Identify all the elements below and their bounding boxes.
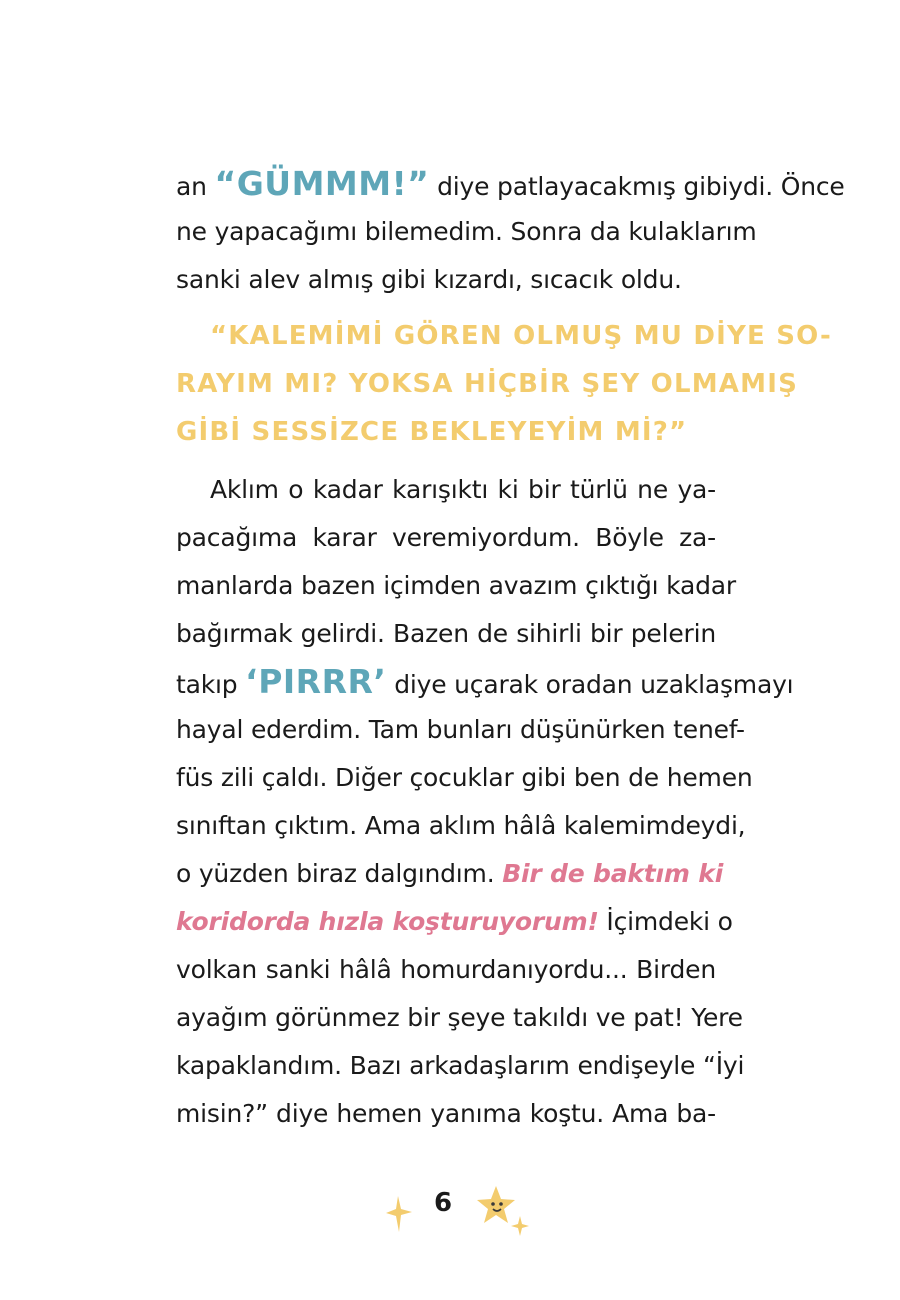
text-line: manlarda bazen içimden avazım çıktığı kadar — [176, 571, 736, 600]
sound-effect-gummm: “GÜMMM!” — [214, 164, 430, 203]
quote-line: “KALEMİMİ GÖREN OLMUŞ MU DİYE SO- — [210, 321, 832, 351]
text-line: füs zili çaldı. Diğer çocuklar gibi ben de hemen — [176, 763, 753, 792]
text-line: volkan sanki hâlâ homurdanıyordu... Birden — [176, 955, 716, 984]
text-line: sanki alev almış gibi kızardı, sıcacık oldu. — [176, 265, 682, 294]
text-line: pacağıma karar veremiyordum. Böyle za- — [176, 523, 716, 552]
paragraph-2 — [176, 466, 794, 1138]
text-line: an “GÜMMM!” diye patlayacakmış gibiydi. Önce — [176, 164, 845, 203]
highlighted-text: Bir de baktım ki — [502, 859, 724, 888]
page-number: 6 — [433, 1188, 453, 1218]
text-line: koridorda hızla koşturuyorum! İçimdeki o — [176, 907, 733, 936]
sparkle-left-icon — [384, 1194, 414, 1234]
star-doodle-icon — [474, 1182, 534, 1238]
page-footer — [0, 1180, 900, 1240]
text-line: o yüzden biraz dalgındım. Bir de baktım ki — [176, 859, 724, 888]
text-line: sınıftan çıktım. Ama aklım hâlâ kalemimdeydi, — [176, 811, 746, 840]
text-line: hayal ederdim. Tam bunları düşünürken tenef- — [176, 715, 745, 744]
text-line: kapaklandım. Bazı arkadaşlarım endişeyle “İyi — [176, 1051, 745, 1080]
quote-line: GİBİ SESSİZCE BEKLEYEYİM Mİ?” — [176, 417, 688, 447]
text-line: takıp ‘PIRRR’ diye uçarak oradan uzaklaşmayı — [176, 662, 794, 701]
inner-thought-quote — [176, 312, 832, 456]
text-line: Aklım o kadar karışıktı ki bir türlü ne ya- — [210, 475, 716, 504]
paragraph-1 — [176, 160, 845, 304]
highlighted-text: koridorda hızla koşturuyorum! — [176, 907, 599, 936]
text-line: misin?” diye hemen yanıma koştu. Ama ba- — [176, 1099, 716, 1128]
text-line: ne yapacağımı bilemedim. Sonra da kulaklarım — [176, 217, 757, 246]
sound-effect-pirrr: ‘PIRRR’ — [245, 662, 387, 701]
text-line: bağırmak gelirdi. Bazen de sihirli bir pelerin — [176, 619, 716, 648]
text-line: ayağım görünmez bir şeye takıldı ve pat! Yere — [176, 1003, 743, 1032]
quote-line: RAYIM MI? YOKSA HİÇBİR ŞEY OLMAMIŞ — [176, 369, 798, 399]
